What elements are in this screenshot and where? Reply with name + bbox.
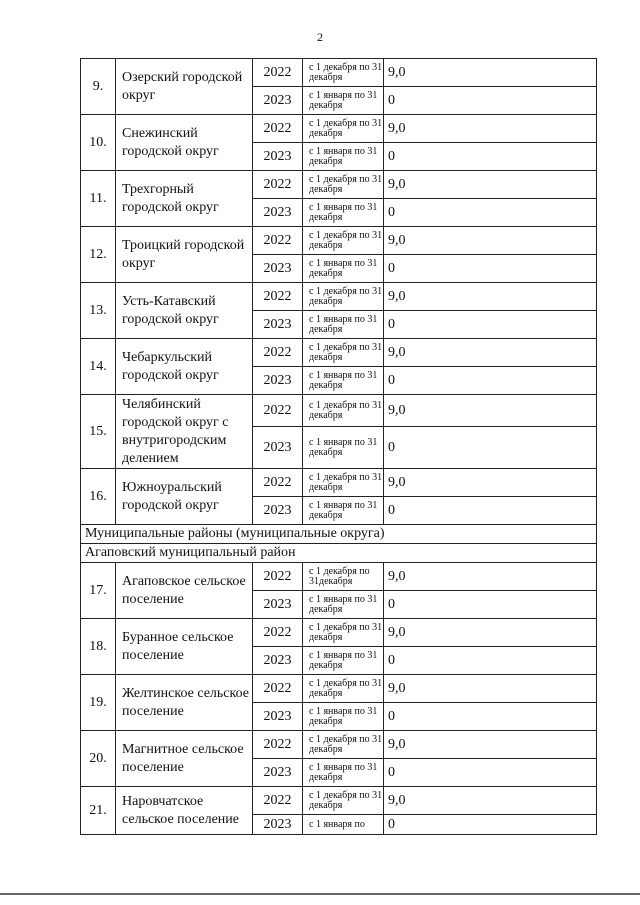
period-cell: с 1 декабря по 31 декабря xyxy=(303,675,384,703)
period-cell: с 1 декабря по 31 декабря xyxy=(303,469,384,497)
table-row xyxy=(81,395,597,427)
municipality-name: Буранное сельское поселение xyxy=(116,619,253,675)
municipality-name: Снежинский городской округ xyxy=(116,115,253,171)
period-cell: с 1 января по xyxy=(303,815,384,835)
rate-value: 9,0 xyxy=(384,395,597,427)
year-cell: 2023 xyxy=(253,497,303,525)
table-row xyxy=(81,469,597,497)
period-cell: с 1 января по 31 декабря xyxy=(303,703,384,731)
section-row xyxy=(81,544,597,563)
table-row xyxy=(81,675,597,703)
municipality-name: Челябинский городской округ с внутригородским делением xyxy=(116,395,253,469)
page-number: 2 xyxy=(317,30,323,44)
year-cell: 2023 xyxy=(253,367,303,395)
row-number: 10. xyxy=(81,115,116,171)
period-cell: с 1 января по 31 декабря xyxy=(303,199,384,227)
municipality-name: Трехгорный городской округ xyxy=(116,171,253,227)
period-cell: с 1 декабря по 31 декабря xyxy=(303,283,384,311)
rate-value: 9,0 xyxy=(384,731,597,759)
year-cell: 2023 xyxy=(253,427,303,469)
rate-value: 0 xyxy=(384,143,597,171)
year-cell: 2023 xyxy=(253,143,303,171)
rate-value: 9,0 xyxy=(384,787,597,815)
year-cell: 2023 xyxy=(253,647,303,675)
period-cell: с 1 января по 31 декабря xyxy=(303,367,384,395)
period-cell: с 1 января по 31 декабря xyxy=(303,427,384,469)
rate-value: 9,0 xyxy=(384,59,597,87)
period-cell: с 1 декабря по 31 декабря xyxy=(303,619,384,647)
row-number: 13. xyxy=(81,283,116,339)
row-number: 19. xyxy=(81,675,116,731)
section-heading-district: Агаповский муниципальный район xyxy=(81,544,597,563)
rate-value: 9,0 xyxy=(384,675,597,703)
year-cell: 2022 xyxy=(253,395,303,427)
row-number: 20. xyxy=(81,731,116,787)
period-cell: с 1 января по 31 декабря xyxy=(303,759,384,787)
rate-value: 0 xyxy=(384,199,597,227)
rates-table xyxy=(80,58,597,835)
period-cell: с 1 января по 31 декабря xyxy=(303,255,384,283)
year-cell: 2022 xyxy=(253,171,303,199)
year-cell: 2023 xyxy=(253,255,303,283)
rate-value: 0 xyxy=(384,311,597,339)
rate-value: 0 xyxy=(384,367,597,395)
period-cell: с 1 января по 31 декабря xyxy=(303,143,384,171)
row-number: 18. xyxy=(81,619,116,675)
rate-value: 0 xyxy=(384,647,597,675)
table-row xyxy=(81,339,597,367)
row-number: 9. xyxy=(81,59,116,115)
period-cell: с 1 января по 31 декабря xyxy=(303,311,384,339)
rate-value: 0 xyxy=(384,815,597,835)
year-cell: 2023 xyxy=(253,87,303,115)
year-cell: 2022 xyxy=(253,469,303,497)
period-cell: с 1 декабря по 31 декабря xyxy=(303,171,384,199)
period-cell: с 1 декабря по 31 декабря xyxy=(303,59,384,87)
rate-value: 9,0 xyxy=(384,339,597,367)
table-row xyxy=(81,563,597,591)
rate-value: 0 xyxy=(384,591,597,619)
table-row xyxy=(81,115,597,143)
rate-value: 9,0 xyxy=(384,469,597,497)
table-row xyxy=(81,171,597,199)
row-number: 21. xyxy=(81,787,116,835)
rate-value: 9,0 xyxy=(384,619,597,647)
rate-value: 0 xyxy=(384,255,597,283)
period-cell: с 1 декабря по 31 декабря xyxy=(303,395,384,427)
row-number: 17. xyxy=(81,563,116,619)
period-cell: с 1 декабря по 31 декабря xyxy=(303,787,384,815)
period-cell: с 1 декабря по 31декабря xyxy=(303,563,384,591)
rate-value: 9,0 xyxy=(384,227,597,255)
rate-value: 9,0 xyxy=(384,563,597,591)
rate-value: 0 xyxy=(384,703,597,731)
row-number: 16. xyxy=(81,469,116,525)
municipality-name: Магнитное сельское поселение xyxy=(116,731,253,787)
period-cell: с 1 января по 31 декабря xyxy=(303,497,384,525)
municipality-name: Озерский городской округ xyxy=(116,59,253,115)
year-cell: 2023 xyxy=(253,199,303,227)
rate-value: 0 xyxy=(384,759,597,787)
rate-value: 9,0 xyxy=(384,115,597,143)
municipality-name: Чебаркульский городской округ xyxy=(116,339,253,395)
period-cell: с 1 декабря по 31 декабря xyxy=(303,115,384,143)
footer-rule xyxy=(0,893,640,895)
year-cell: 2022 xyxy=(253,675,303,703)
section-heading-municipal: Муниципальные районы (муниципальные округа) xyxy=(81,525,597,544)
year-cell: 2022 xyxy=(253,339,303,367)
year-cell: 2023 xyxy=(253,703,303,731)
year-cell: 2023 xyxy=(253,591,303,619)
period-cell: с 1 января по 31 декабря xyxy=(303,591,384,619)
table-row xyxy=(81,731,597,759)
year-cell: 2022 xyxy=(253,59,303,87)
table-row xyxy=(81,227,597,255)
municipality-name: Усть-Катавский городской округ xyxy=(116,283,253,339)
row-number: 15. xyxy=(81,395,116,469)
year-cell: 2022 xyxy=(253,731,303,759)
row-number: 14. xyxy=(81,339,116,395)
year-cell: 2023 xyxy=(253,311,303,339)
period-cell: с 1 января по 31 декабря xyxy=(303,647,384,675)
municipality-name: Троицкий городской округ xyxy=(116,227,253,283)
period-cell: с 1 января по 31 декабря xyxy=(303,87,384,115)
rate-value: 9,0 xyxy=(384,171,597,199)
table-row xyxy=(81,59,597,87)
table-row xyxy=(81,619,597,647)
table-row xyxy=(81,787,597,815)
row-number: 11. xyxy=(81,171,116,227)
section-row xyxy=(81,525,597,544)
period-cell: с 1 декабря по 31 декабря xyxy=(303,731,384,759)
municipality-name: Южноуральский городской округ xyxy=(116,469,253,525)
year-cell: 2023 xyxy=(253,815,303,835)
rate-value: 9,0 xyxy=(384,283,597,311)
municipality-name: Агаповское сельское поселение xyxy=(116,563,253,619)
table-row xyxy=(81,283,597,311)
rate-value: 0 xyxy=(384,427,597,469)
municipality-name: Наровчатское сельское поселение xyxy=(116,787,253,835)
year-cell: 2023 xyxy=(253,759,303,787)
period-cell: с 1 декабря по 31 декабря xyxy=(303,227,384,255)
rate-value: 0 xyxy=(384,497,597,525)
year-cell: 2022 xyxy=(253,619,303,647)
year-cell: 2022 xyxy=(253,283,303,311)
rate-value: 0 xyxy=(384,87,597,115)
year-cell: 2022 xyxy=(253,787,303,815)
municipality-name: Желтинское сельское поселение xyxy=(116,675,253,731)
year-cell: 2022 xyxy=(253,563,303,591)
row-number: 12. xyxy=(81,227,116,283)
year-cell: 2022 xyxy=(253,115,303,143)
period-cell: с 1 декабря по 31 декабря xyxy=(303,339,384,367)
year-cell: 2022 xyxy=(253,227,303,255)
